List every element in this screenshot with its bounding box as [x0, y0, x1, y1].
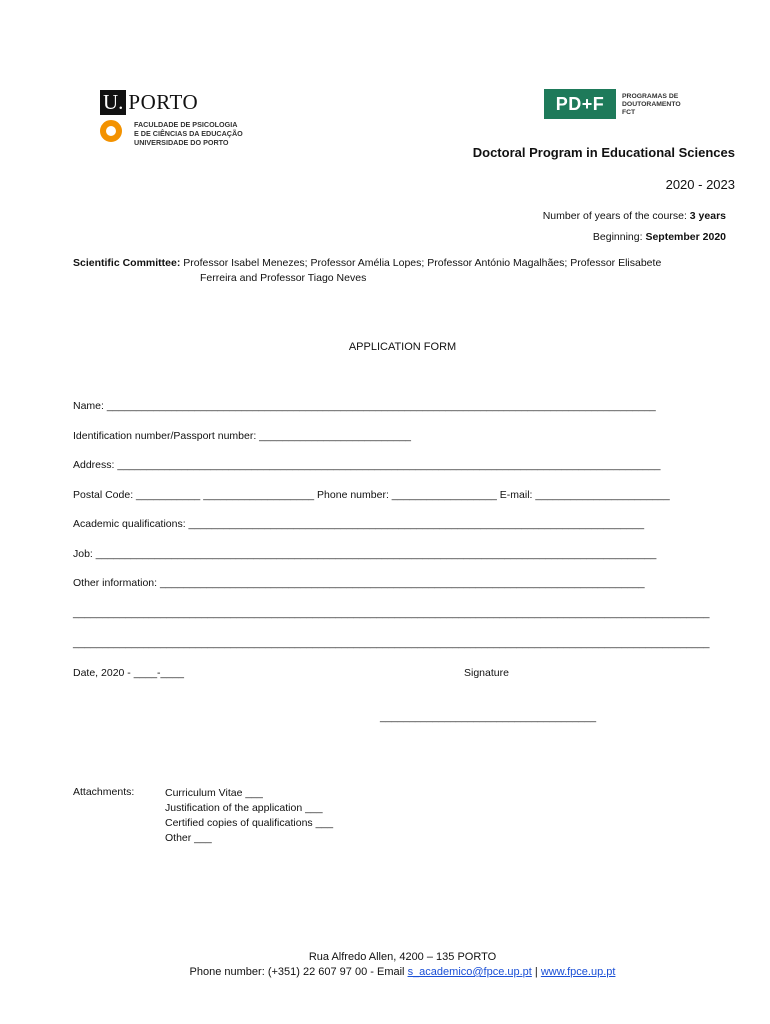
program-title: Doctoral Program in Educational Sciences [472, 145, 735, 160]
course-years-value: 3 years [689, 210, 726, 222]
beginning-label: Beginning: [592, 231, 643, 243]
id-number-field[interactable]: Identification number/Passport number: __________________________ [73, 430, 412, 442]
footer-website-link[interactable]: www.fpce.up.pt [540, 966, 616, 978]
blank-line[interactable]: _____________________________________________________________________________________________________________ [73, 637, 710, 649]
footer-email-link[interactable]: s_academico@fpce.up.pt [407, 966, 532, 978]
course-years [543, 210, 726, 222]
form-title: APPLICATION FORM [348, 341, 457, 353]
other-information-field[interactable]: Other information: ___________________________________________________________________________________ [73, 577, 645, 589]
uporto-logo-word: PORTO [128, 90, 199, 114]
job-field[interactable]: Job: ________________________________________________________________________________________________ [73, 548, 657, 560]
attachments-label: Attachments: [73, 786, 135, 798]
pdf-logo-text [622, 93, 681, 117]
footer-separator: | [534, 966, 538, 978]
attachment-item[interactable]: Justification of the application ___ [165, 802, 323, 814]
uporto-logo [100, 90, 198, 115]
attachment-item[interactable]: Certified copies of qualifications ___ [165, 817, 334, 829]
pdf-logo-mark: PD+F [544, 89, 616, 119]
faculty-line-2: E DE CIÊNCIAS DA EDUCAÇÃO [134, 129, 243, 138]
faculty-logo-icon [100, 120, 122, 142]
scientific-committee [73, 256, 723, 286]
postal-phone-email-field[interactable]: Postal Code: ___________ ___________________ Phone number: __________________ E-mail: _______________________ [73, 489, 670, 501]
footer-address: Rua Alfredo Allen, 4200 – 135 PORTO [308, 951, 497, 963]
attachment-item[interactable]: Other ___ [165, 832, 212, 844]
attachment-item[interactable]: Curriculum Vitae ___ [165, 787, 263, 799]
signature-label: Signature [464, 667, 509, 679]
academic-qualifications-field[interactable]: Academic qualifications: ______________________________________________________________________________ [73, 518, 645, 530]
beginning [593, 231, 726, 243]
date-field[interactable]: Date, 2020 - ____-____ [73, 667, 184, 679]
address-field[interactable]: Address: _____________________________________________________________________________________________ [73, 459, 661, 471]
committee-label: Scientific Committee: [73, 257, 181, 269]
blank-line[interactable]: _____________________________________________________________________________________________________________ [73, 607, 710, 619]
program-years: 2020 - 2023 [665, 177, 735, 192]
name-field[interactable]: Name: ______________________________________________________________________________________________ [73, 400, 656, 412]
signature-line[interactable]: _____________________________________ [380, 711, 597, 723]
attachments-list [165, 786, 333, 846]
pdf-line-1: PROGRAMAS DE [622, 93, 679, 100]
faculty-line-1: FACULDADE DE PSICOLOGIA [134, 120, 238, 129]
beginning-value: September 2020 [645, 231, 726, 243]
faculty-logo-text [134, 120, 243, 147]
faculty-line-3: UNIVERSIDADE DO PORTO [134, 138, 229, 147]
footer-phone: Phone number: (+351) 22 607 97 00 - Email [189, 966, 405, 978]
footer-contact [0, 966, 770, 978]
course-years-label: Number of years of the course: [542, 210, 687, 222]
pdf-line-2: DOUTORAMENTO [622, 101, 681, 108]
pdf-line-3: FCT [622, 109, 636, 116]
committee-line-1: Professor Isabel Menezes; Professor Amélia Lopes; Professor António Magalhães; Professor Elisabete [183, 257, 662, 269]
committee-line-2: Ferreira and Professor Tiago Neves [200, 272, 367, 284]
uporto-logo-box: U. [100, 90, 126, 115]
